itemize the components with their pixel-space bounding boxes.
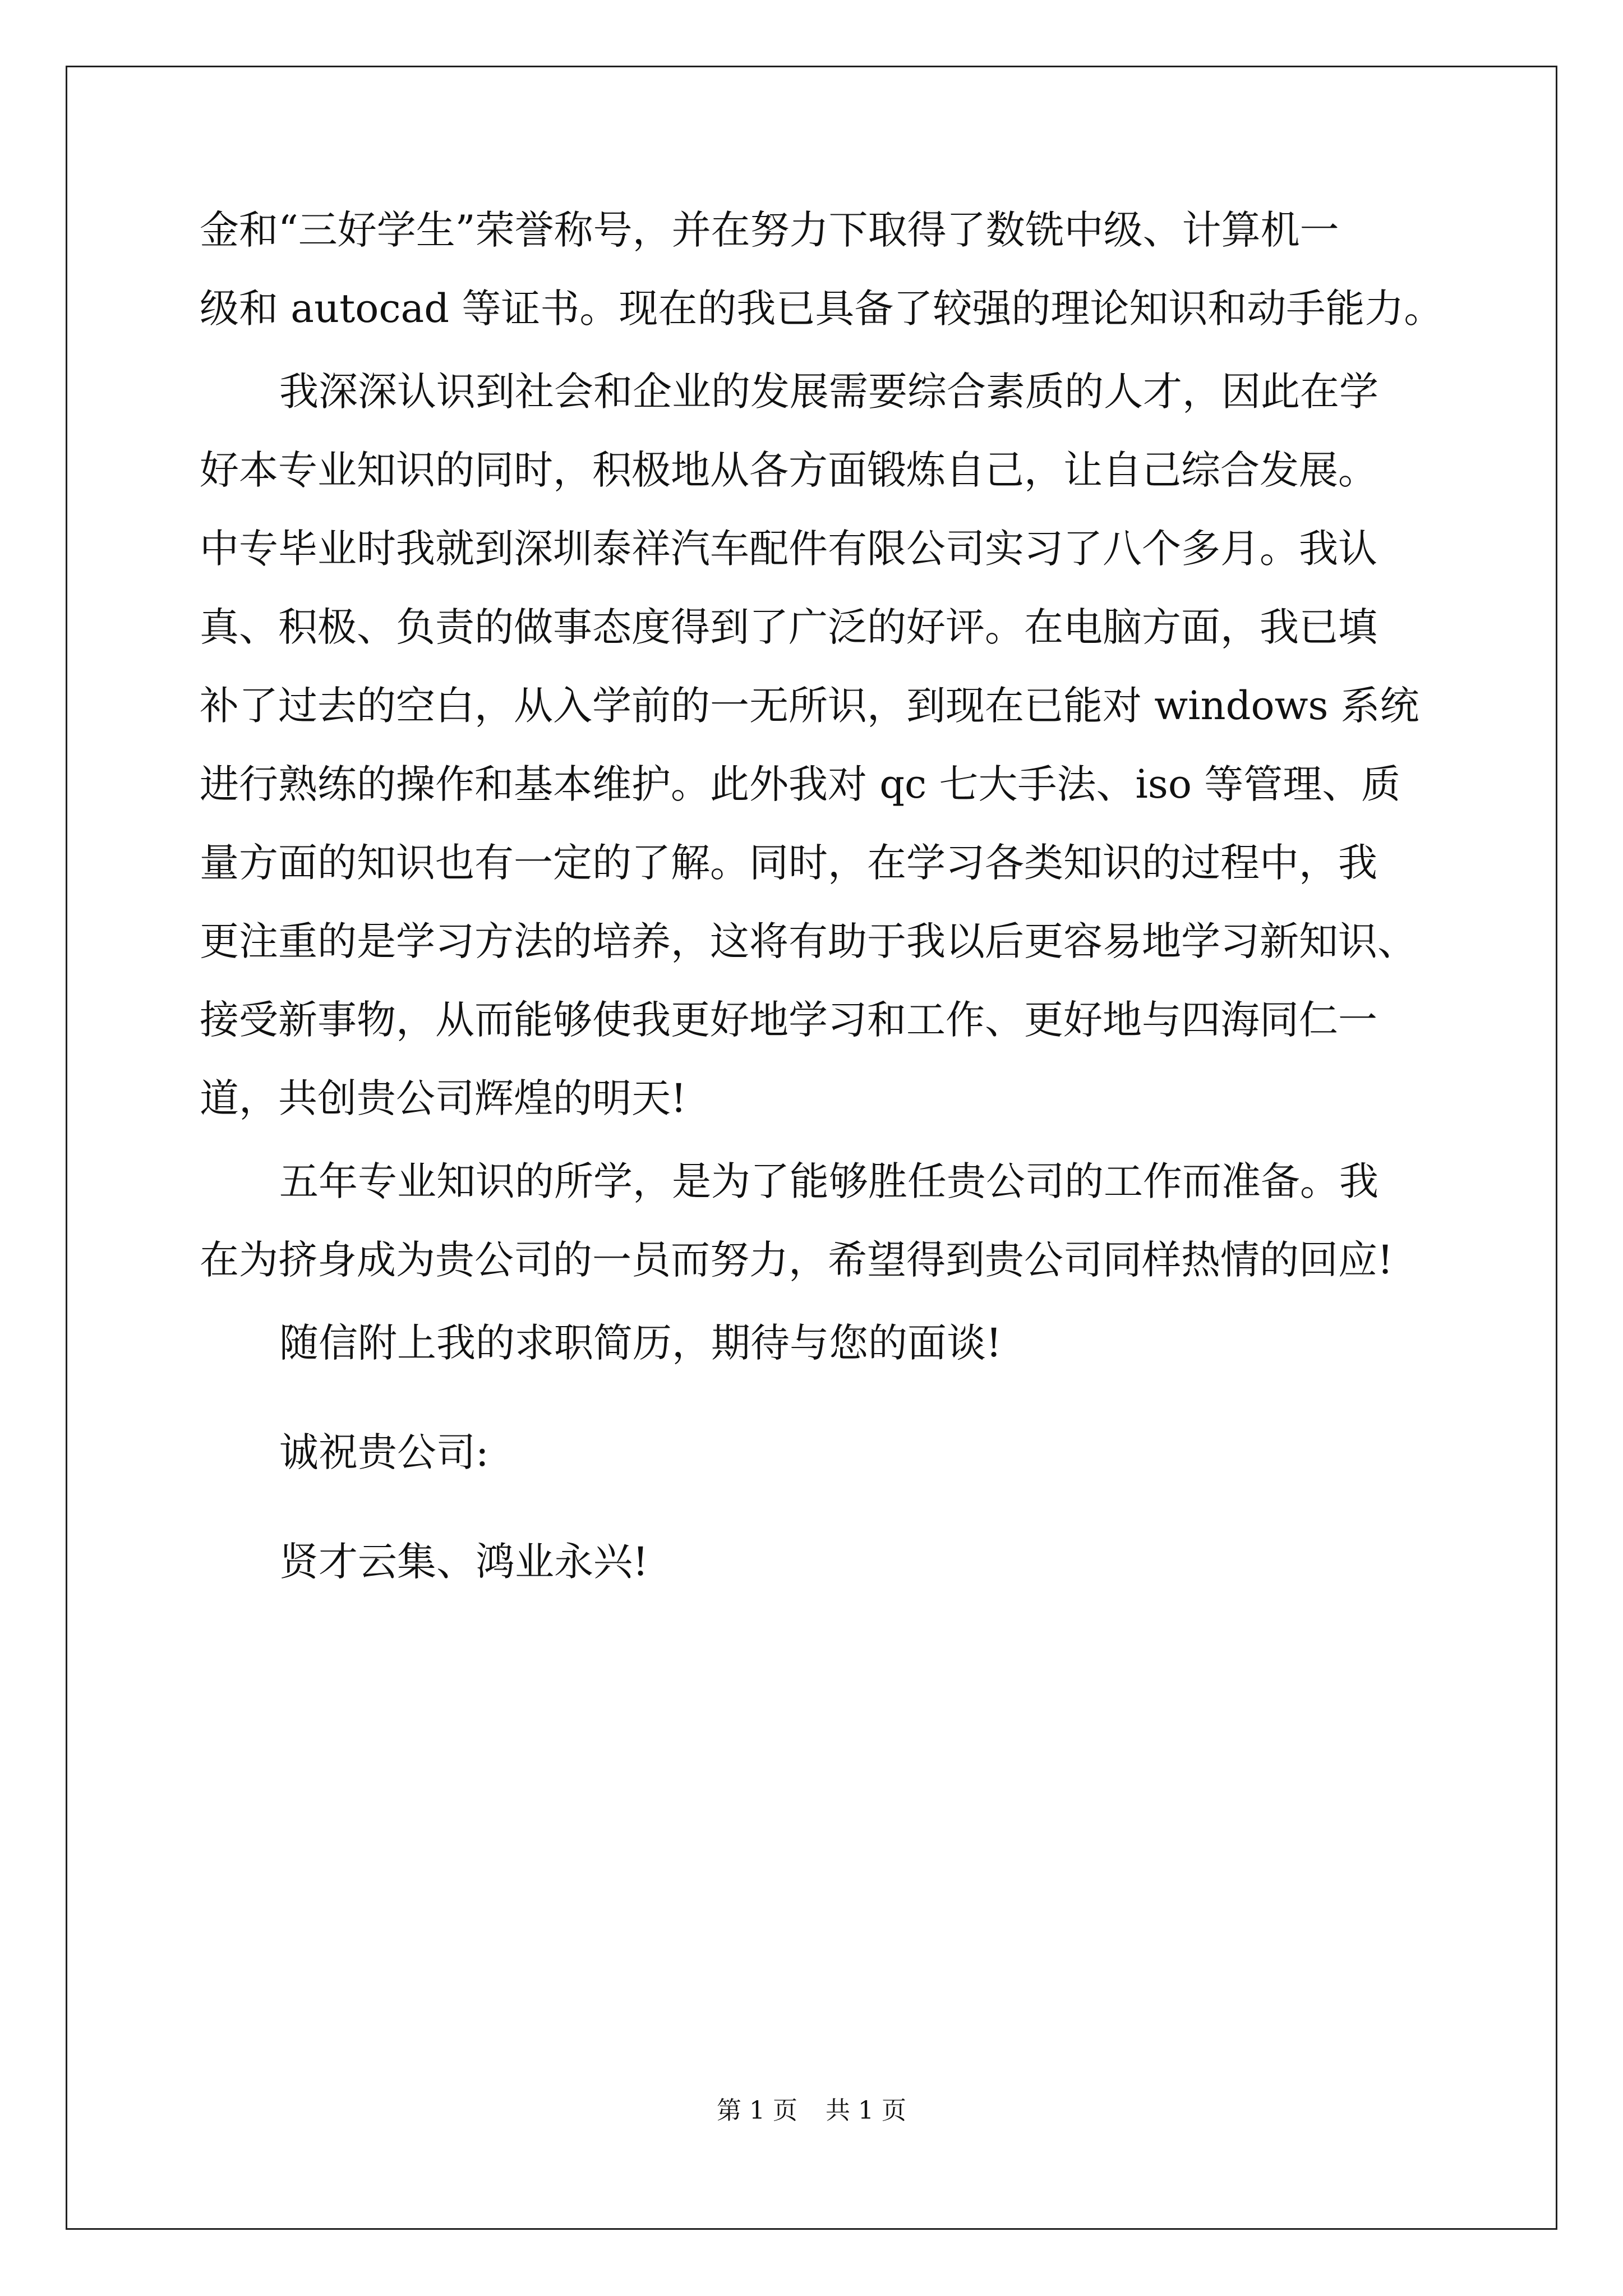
page-total: 共 1 页	[826, 2096, 906, 2125]
text-line: 道，共创贵公司辉煌的明天!	[200, 1075, 687, 1121]
text-line: 中专毕业时我就到深圳泰祥汽车配件有限公司实习了八个多月。我认	[200, 526, 1377, 572]
text-line: 在为挤身成为贵公司的一员而努力，希望得到贵公司同样热情的回应!	[200, 1237, 1394, 1283]
text-line: 级和 autocad 等证书。现在的我已具备了较强的理论知识和动手能力。	[200, 286, 1444, 332]
text-line: 接受新事物，从而能够使我更好地学习和工作、更好地与四海同仁一	[200, 997, 1377, 1043]
closing-line-salutation: 诚祝贵公司:	[279, 1429, 489, 1475]
text-line: 我深深认识到社会和企业的发展需要综合素质的人才，因此在学	[279, 369, 1378, 415]
text-line: 进行熟练的操作和基本维护。此外我对 qc 七大手法、iso 等管理、质	[200, 761, 1401, 807]
paragraph-2	[200, 352, 1461, 1138]
text-line: 补了过去的空白，从入学前的一无所识，到现在已能对 windows 系统	[200, 683, 1419, 729]
text-line: 更注重的是学习方法的培养，这将有助于我以后更容易地学习新知识、	[200, 918, 1417, 964]
page-number: 第 1 页	[717, 2096, 797, 2125]
page-footer	[0, 2094, 1623, 2128]
closing-line-wishes: 贤才云集、鸿业永兴!	[279, 1539, 649, 1585]
paragraph-3	[200, 1142, 1461, 1299]
text-line: 五年专业知识的所学，是为了能够胜任贵公司的工作而准备。我	[279, 1158, 1378, 1204]
text-line: 量方面的知识也有一定的了解。同时，在学习各类知识的过程中，我	[200, 840, 1377, 886]
paragraph-1	[200, 191, 1461, 348]
text-line: 金和“三好学生”荣誉称号，并在努力下取得了数铣中级、计算机一	[200, 207, 1339, 253]
text-line: 真、积极、负责的做事态度得到了广泛的好评。在电脑方面，我已填	[200, 604, 1377, 650]
letter-body	[200, 191, 1461, 1632]
text-line: 好本专业知识的同时，积极地从各方面锻炼自己，让自己综合发展。	[200, 447, 1377, 493]
closing-line-attachment: 随信附上我的求职简历，期待与您的面谈!	[279, 1320, 1002, 1366]
